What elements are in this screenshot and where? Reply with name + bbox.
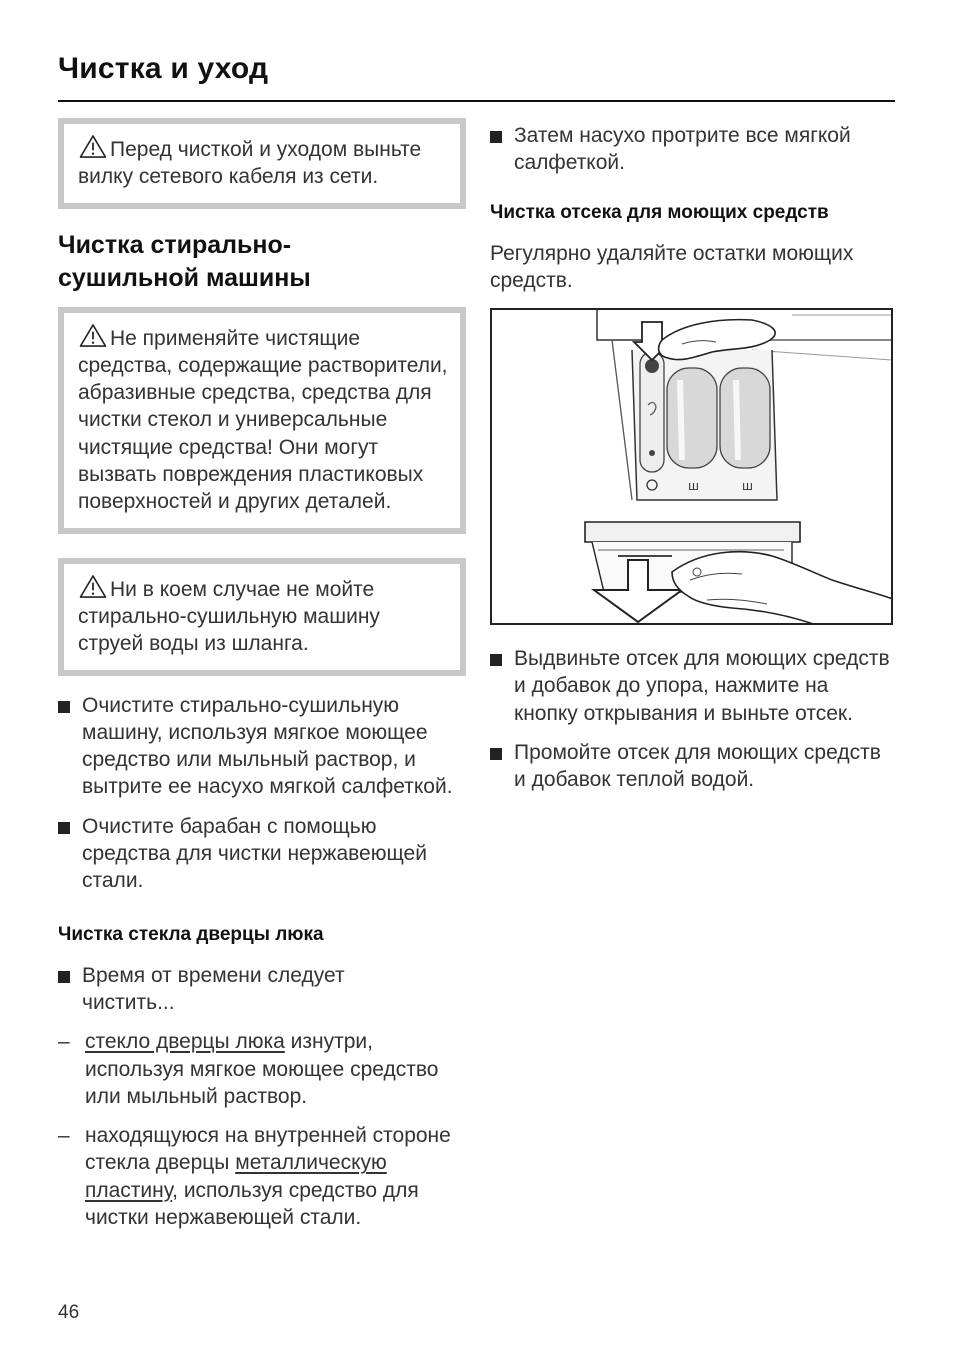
- dash-marker: –: [58, 1124, 70, 1148]
- dash-marker: –: [58, 1030, 70, 1054]
- right-column: [490, 122, 895, 794]
- warning-box-agents: [58, 307, 466, 534]
- list-item: Очистите барабан с помощью средства для чистки нержавеющей стали.: [58, 813, 466, 895]
- warning-text-agents: Не применяйте чистящие средства, содержащие растворители, абразивные средства, средства для чистки стекол и универсальные чистящие средства! Они могут вызвать повреждения пластиковых поверхностей и других деталей.: [78, 326, 448, 514]
- warning-text-hose: Ни в коем случае не мойте стирально-сушильную машину струей воды из шланга.: [78, 577, 380, 656]
- heading-line-1: Чистка стирально-: [58, 230, 292, 259]
- dash-item-glass: – стекло дверцы люка изнутри, используя мягкое моющее средство или мыльный раствор.: [58, 1030, 439, 1108]
- list-item: Промойте отсек для моющих средств и добавок теплой водой.: [490, 739, 895, 794]
- bullet-square-icon: [58, 822, 70, 834]
- dash-item-plate: – находящуюся на внутренней стороне стекла дверцы металлическую пластину, используя средство для чистки нержавеющей стали.: [58, 1124, 451, 1230]
- siphon-right: [720, 368, 770, 468]
- svg-text:ш: ш: [688, 479, 699, 494]
- warning-text-unplug: Перед чисткой и уходом выньте вилку сетевого кабеля из сети.: [78, 138, 422, 189]
- list-item: Затем насухо протрите все мягкой салфеткой.: [490, 122, 895, 177]
- warning-box-unplug: [58, 118, 466, 209]
- page-number: 46: [58, 1302, 80, 1323]
- list-item: Выдвиньте отсек для моющих средств и добавок до упора, нажмите на кнопку открывания и выньте отсек.: [490, 645, 895, 727]
- warning-box-hose: [58, 558, 466, 676]
- heading-line-2: сушильной машины: [58, 263, 311, 292]
- left-column: [58, 118, 466, 1231]
- section-heading-dispenser: Чистка отсека для моющих средств: [490, 201, 829, 223]
- hand-bottom: [672, 552, 893, 625]
- page-title: Чистка и уход: [58, 52, 269, 85]
- list-item: Время от времени следует чистить...: [58, 962, 466, 1017]
- warning-icon: [78, 323, 108, 348]
- section-heading-machine: [58, 229, 466, 295]
- warning-icon: [78, 134, 108, 159]
- bullet-square-icon: [58, 971, 70, 983]
- section-heading-glass: Чистка стекла дверцы люка: [58, 923, 324, 945]
- title-rule: [58, 100, 895, 102]
- warning-icon: [78, 574, 108, 599]
- list-item: Очистите стирально-сушильную машину, используя мягкое моющее средство или мыльный раствор, и вытрите ее насухо мягкой салфеткой.: [58, 692, 466, 801]
- dispenser-drawing: [492, 310, 893, 625]
- bullet-square-icon: [490, 654, 502, 666]
- bullet-square-icon: [490, 748, 502, 760]
- dispenser-illustration: [490, 308, 893, 625]
- svg-text:ш: ш: [742, 479, 753, 494]
- intro-paragraph: Регулярно удаляйте остатки моющих средств.: [490, 241, 854, 292]
- siphon-left: [667, 368, 717, 468]
- bullet-square-icon: [58, 701, 70, 713]
- bullet-square-icon: [490, 131, 502, 143]
